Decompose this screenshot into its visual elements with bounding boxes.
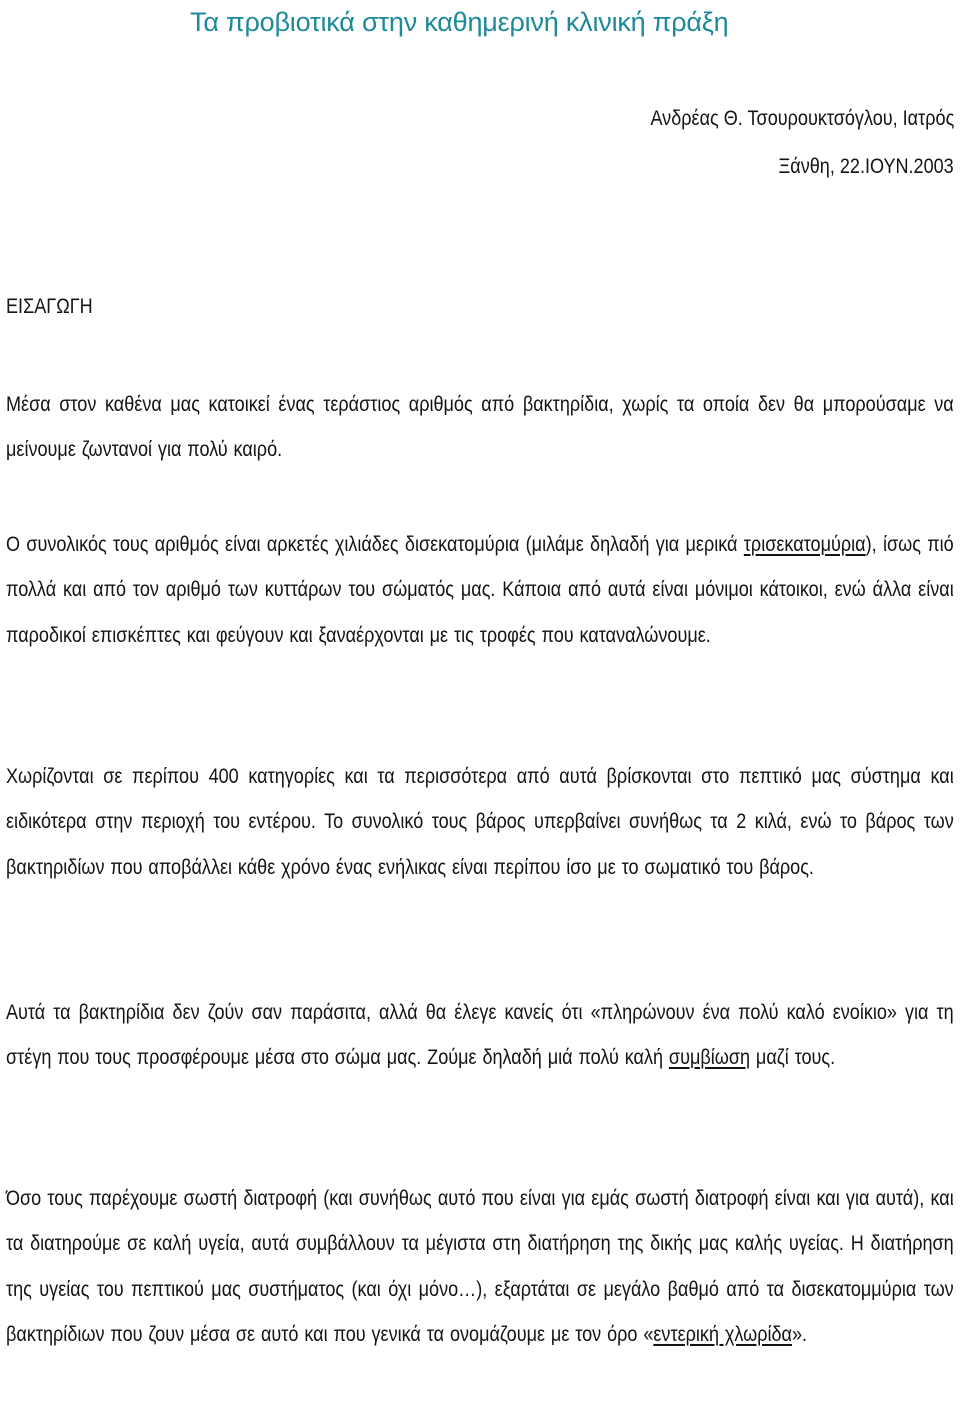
underlined-term: συμβίωση	[668, 1046, 751, 1070]
paragraph-text: Αυτά τα βακτηρίδια δεν ζούν σαν παράσιτα, αλλά θα έλεγε κανείς ότι «πληρώνουν ένα πολύ καλό ενοίκιο» για τη στέγη που τους προσφέρουμε μέσα στο σώμα μας. Ζούμε δηλαδή μιά πολύ καλή	[6, 1001, 954, 1070]
underlined-term: εντερική χλωρίδα	[653, 1322, 792, 1346]
date-line: Ξάνθη, 22.ΙΟΥΝ.2003	[778, 155, 954, 178]
paragraph-5	[6, 1176, 954, 1357]
paragraph-text: Χωρίζονται σε περίπου 400 κατηγορίες και τα περισσότερα από αυτά βρίσκονται στο πεπτικό μας σύστημα και ειδικότερα στην περιοχή του εντέρου. Το συνολικό τους βάρος υπερβαίνει συνήθως τα 2 κιλά, ενώ το βάρος των βακτηριδίων που αποβάλλει κάθε χρόνο ένας ενήλικας είναι περίπου ίσο με το σωματικό του βάρος.	[6, 765, 954, 879]
paragraph-3	[6, 754, 954, 890]
paragraph-text: Ο συνολικός τους αριθμός είναι αρκετές χιλιάδες δισεκατομύρια (μιλάμε δηλαδή για μερικά	[6, 533, 744, 556]
paragraph-2	[6, 522, 954, 658]
author-line: Ανδρέας Θ. Τσουρουκτσόγλου, Ιατρός	[650, 107, 954, 130]
paragraph-text: ), ίσως πιό πολλά και από τον αριθμό των κυττάρων του σώματός μας. Κάποια από αυτά είναι μόνιμοι κάτοικοι, ενώ άλλα είναι παροδικοί επισκέπτες και φεύγουν και ξαναέρχονται με τις τροφές που καταναλώνουμε.	[6, 533, 954, 647]
paragraph-1	[6, 382, 954, 473]
paragraph-text: Μέσα στον καθένα μας κατοικεί ένας τεράστιος αριθμός από βακτηρίδια, χωρίς τα οποία δεν θα μπορούσαμε να μείνουμε ζωντανοί για πολύ καιρό.	[6, 393, 954, 462]
section-heading: ΕΙΣΑΓΩΓΗ	[6, 295, 93, 318]
paragraph-text: μαζί τους.	[750, 1046, 836, 1070]
underlined-term: τρισεκατομύρια	[743, 533, 866, 556]
paragraph-4	[6, 990, 954, 1081]
document-title: Τα προβιοτικά στην καθημερινή κλινική πράξη	[190, 7, 729, 37]
paragraph-text: Όσο τους παρέχουμε σωστή διατροφή (και συνήθως αυτό που είναι για εμάς σωστή διατροφή είναι και για αυτά), και τα διατηρούμε σε καλή υγεία, αυτά συμβάλλουν τα μέγιστα στη διατήρηση της δικής μας καλής υγείας. Η διατήρηση της υγείας του πεπτικού μας συστήματος (και όχι μόνο…), εξαρτάται σε μεγάλο βαθμό από τα δισεκατομμύρια των βακτηρίδιων που ζουν μέσα σε αυτό και που γενικά τα ονομάζουμε με τον όρο «	[6, 1187, 954, 1346]
paragraph-text: ».	[791, 1322, 808, 1346]
